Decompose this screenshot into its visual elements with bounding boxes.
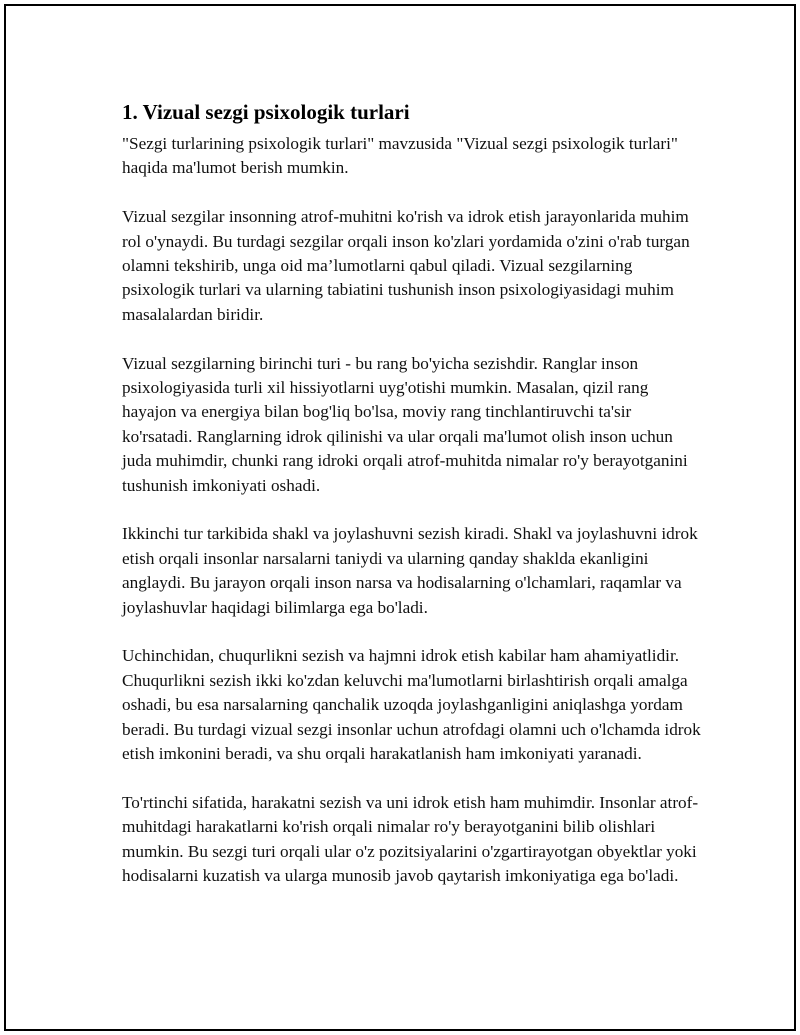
paragraph-shape-position: Ikkinchi tur tarkibida shakl va joylashuvni sezish kiradi. Shakl va joylashuvni idrok etish orqali insonlar narsalarni taniydi va ularning qanday shaklda ekanligini anglaydi. Bu jarayon orqali inson narsa va hodisalarning o'lchamlari, raqamlar va joylashuvlar haqidagi bilimlarga ega bo'ladi. <box>122 524 698 617</box>
document-body <box>122 98 702 913</box>
paragraph-depth-volume: Uchinchidan, chuqurlikni sezish va hajmni idrok etish kabilar ham ahamiyatlidir. Chuqurlikni sezish ikki ko'zdan keluvchi ma'lumotlarni birlashtirish orqali amalga oshadi, bu esa narsalarning qanchalik uzoqda joylashganligini aniqlashga yordam beradi. Bu turdagi vizual sezgi insonlar uchun atrofdagi olamni uch o'lchamda idrok etish imkonini beradi, va shu orqali harakatlanish ham imkoniyati yaranadi. <box>122 646 701 764</box>
paragraph-overview: Vizual sezgilar insonning atrof-muhitni ko'rish va idrok etish jarayonlarida muhim rol o'ynaydi. Bu turdagi sezgilar orqali inson ko'zlari yordamida o'zini o'rab turgan olamni tekshirib, unga oid ma’lumotlarni qabul qiladi. Vizual sezgilarning psixologik turlari va ularning tabiatini tushunish inson psixologiyasidagi muhim masalalardan biridir. <box>122 207 690 324</box>
paragraph-color-perception: Vizual sezgilarning birinchi turi - bu rang bo'yicha sezishdir. Ranglar inson psixologiyasida turli xil hissiyotlarni uyg'otishi mumkin. Masalan, qizil rang hayajon va energiya bilan bog'liq bo'lsa, moviy rang tinchlantiruvchi ta'sir ko'rsatadi. Ranglarning idrok qilinishi va ular orqali ma'lumot olish inson uchun juda muhimdir, chunki rang idroki orqali atrof-muhitda nimalar ro'y berayotganini tushunish imkoniyati oshadi. <box>122 353 688 495</box>
section-heading: 1. Vizual sezgi psixologik turlari <box>122 100 410 124</box>
paragraph-motion: To'rtinchi sifatida, harakatni sezish va uni idrok etish ham muhimdir. Insonlar atrof-muhitdagi harakatlarni ko'rish orqali nimalar ro'y berayotganini bilib olishlari mumkin. Bu sezgi turi orqali ular o'z pozitsiyalarini o'zgartirayotgan obyektlar yoki hodisalarni kuzatish va ularga munosib javob qaytarish imkoniyatiga ega bo'ladi. <box>122 792 699 886</box>
paragraph-intro: "Sezgi turlarining psixologik turlari" mavzusida "Vizual sezgi psixologik turlari" haqida ma'lumot berish mumkin. <box>122 134 678 178</box>
page-frame <box>4 4 796 1031</box>
